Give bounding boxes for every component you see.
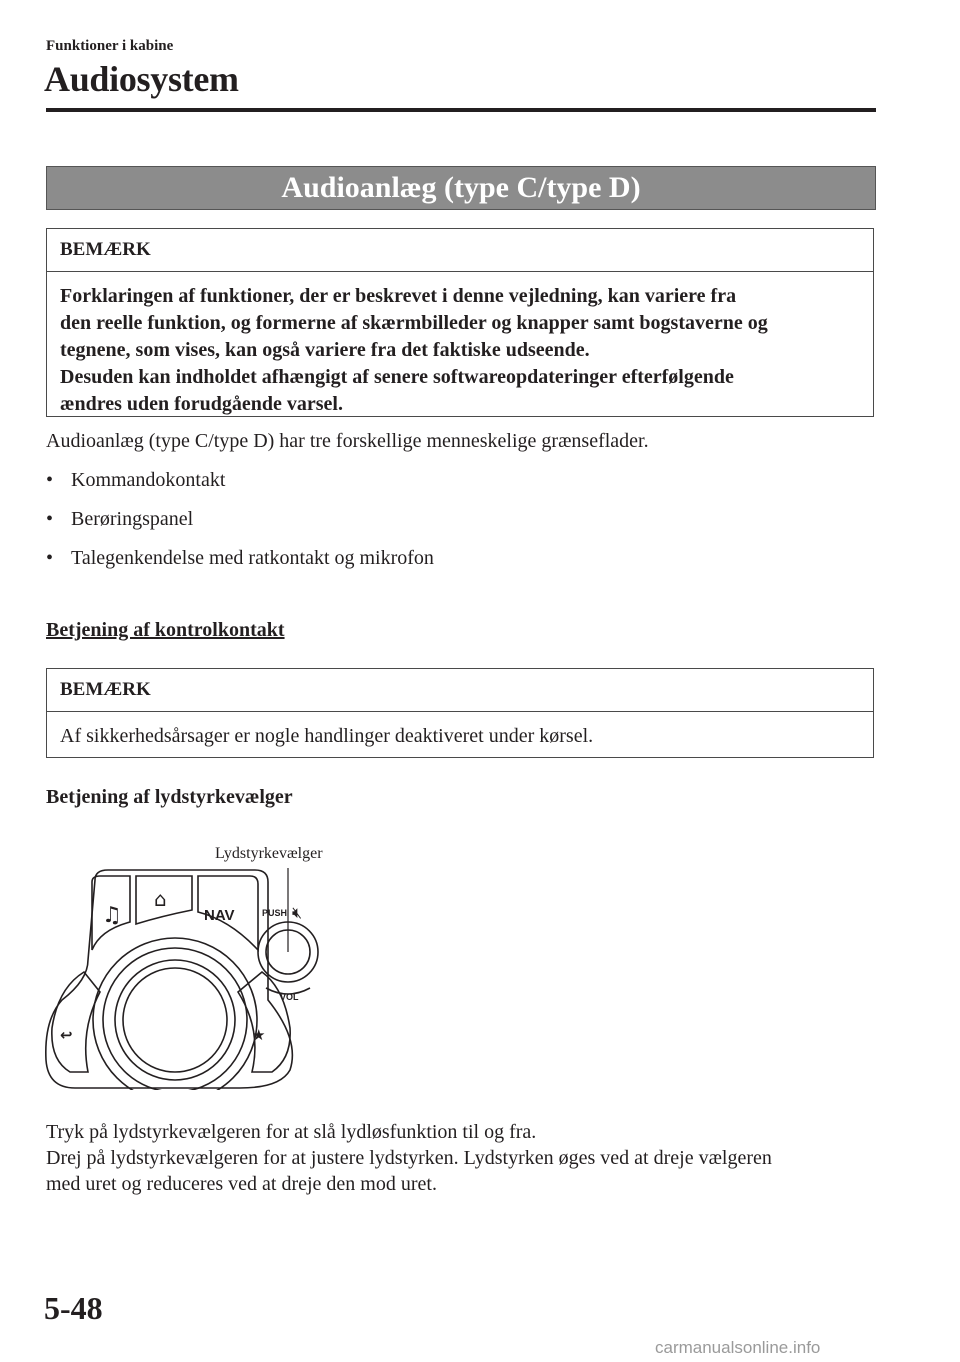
description-line: Tryk på lydstyrkevælgeren for at slå lydløsfunktion til og fra. [46, 1121, 537, 1143]
note-line: tegnene, som vises, kan også variere fra det faktiske udseende. [60, 339, 590, 361]
note-box [46, 228, 874, 417]
intro-paragraph: Audioanlæg (type C/type D) har tre forskellige menneskelige grænseflader. [46, 430, 649, 452]
note-heading: BEMÆRK [47, 229, 873, 272]
home-icon: ⌂ [154, 887, 167, 911]
push-label: PUSH [262, 908, 288, 918]
star-icon: ★ [252, 1026, 266, 1044]
mute-icon: 🔇︎ [292, 903, 303, 922]
nav-label: NAV [204, 907, 235, 924]
banner-title: Audioanlæg (type C/type D) [281, 171, 641, 204]
music-icon: ♫ [102, 903, 122, 928]
subsection-heading: Betjening af lydstyrkevælger [46, 786, 293, 808]
note-heading: BEMÆRK [47, 669, 873, 712]
list-item [46, 467, 225, 494]
vol-label: VOL [280, 992, 299, 1002]
list-item-text: Kommandokontakt [71, 469, 226, 491]
callout-label: Lydstyrkevælger [215, 845, 323, 862]
commander-switch-illustration [40, 860, 360, 1090]
list-item [46, 545, 434, 572]
note-body [47, 272, 873, 432]
chapter-title: Audiosystem [44, 59, 239, 99]
section-heading: Betjening af kontrolkontakt [46, 619, 285, 641]
list-item-text: Berøringspanel [71, 508, 194, 530]
note-line: ændres uden forudgående varsel. [60, 393, 343, 415]
bullet-dot: • [46, 469, 54, 491]
note-line: Forklaringen af funktioner, der er beskrevet i denne vejledning, kan variere fra [60, 285, 737, 307]
section-banner [46, 166, 876, 210]
back-icon: ↩ [60, 1026, 73, 1044]
watermark: carmanualsonline.info [655, 1338, 821, 1357]
description-line: med uret og reduceres ved at dreje den mod uret. [46, 1173, 437, 1195]
chapter-divider [46, 108, 876, 112]
note-body: Af sikkerhedsårsager er nogle handlinger deaktiveret under kørsel. [60, 725, 594, 747]
list-item-text: Talegenkendelse med ratkontakt og mikrofon [71, 547, 434, 569]
note-line: Desuden kan indholdet afhængigt af senere softwareopdateringer efterfølgende [60, 366, 734, 388]
note-box [46, 668, 874, 758]
note-line: den reelle funktion, og formerne af skærmbilleder og knapper samt bogstaverne og [60, 312, 768, 334]
description-line: Drej på lydstyrkevælgeren for at justere lydstyrken. Lydstyrken øges ved at dreje vælgeren [46, 1147, 772, 1169]
bullet-dot: • [46, 508, 54, 530]
list-item [46, 506, 193, 533]
page-number: 5-48 [44, 1290, 103, 1326]
section-label: Funktioner i kabine [46, 38, 174, 54]
bullet-dot: • [46, 547, 54, 569]
